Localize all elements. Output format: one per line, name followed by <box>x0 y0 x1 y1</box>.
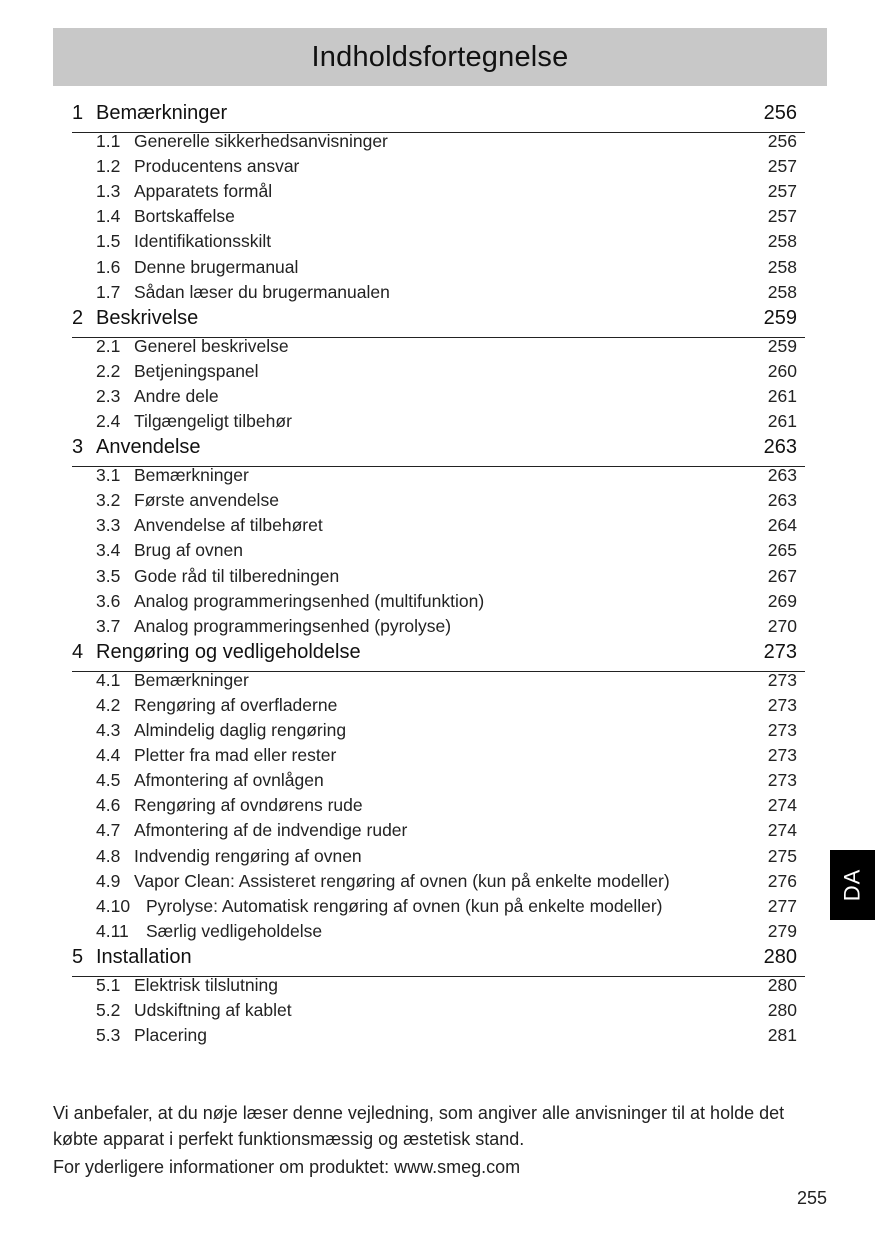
toc-entry-page: 280 <box>767 974 797 995</box>
toc-entry-num: 1.4 <box>96 206 121 227</box>
toc-section-heading <box>72 946 805 969</box>
toc-entry-page: 260 <box>767 360 797 381</box>
toc-entry-label: Rengøring af overfladerne <box>134 694 338 715</box>
toc-entry-num: 1.3 <box>96 181 121 202</box>
toc-entry-label: Rengøring af ovndørens rude <box>134 795 363 816</box>
toc-entry-label: Andre dele <box>134 385 219 406</box>
toc-entry <box>96 1000 797 1021</box>
toc-entry-page: 261 <box>767 385 797 406</box>
toc-section-num: 2 <box>72 306 84 329</box>
toc-entry-page: 274 <box>767 820 797 841</box>
toc-entry-label: Vapor Clean: Assisteret rengøring af ovnen (kun på enkelte modeller) <box>134 870 670 891</box>
toc-entry-page: 258 <box>767 256 797 277</box>
toc-entry-label: Indvendig rengøring af ovnen <box>134 845 362 866</box>
toc-entry-label: Placering <box>134 1025 207 1046</box>
toc-entry-page: 257 <box>767 181 797 202</box>
toc-entry <box>96 206 797 227</box>
footer-note: Vi anbefaler, at du nøje læser denne vejledning, som angiver alle anvisninger til at holde det købte apparat i perfekt funktionsmæssig og æstetisk stand. <box>53 1103 785 1149</box>
toc-entry <box>96 975 797 996</box>
toc-entry <box>96 540 797 561</box>
toc-entry-num: 1.6 <box>96 256 121 277</box>
toc-section-num: 4 <box>72 640 84 663</box>
page-number: 255 <box>796 1188 827 1208</box>
toc-entry-label: Bemærkninger <box>134 465 249 486</box>
toc-entry <box>96 257 797 278</box>
toc-entry-page: 273 <box>767 745 797 766</box>
toc-section-label: Installation <box>96 945 192 968</box>
toc-entry-num: 5.3 <box>96 1025 121 1046</box>
language-tab <box>830 850 875 920</box>
toc-entry-page: 280 <box>767 1000 797 1020</box>
toc-entry-page: 273 <box>767 720 797 740</box>
toc-entry-page: 274 <box>767 795 797 816</box>
toc-entry-label: Bemærkninger <box>134 669 249 690</box>
toc-entry-num: 2.2 <box>96 360 121 381</box>
toc-entry-label: Analog programmeringsenhed (multifunktion) <box>134 590 485 611</box>
toc-entry-num: 2.4 <box>96 411 121 431</box>
toc-entry-num: 4.1 <box>96 669 121 690</box>
toc-entry-page: 281 <box>767 1025 797 1046</box>
toc-entry <box>96 336 797 357</box>
toc-entry-num: 5.1 <box>96 974 121 995</box>
toc-entry <box>96 1025 797 1046</box>
toc-entry <box>96 695 797 716</box>
toc-section-label: Anvendelse <box>96 436 201 459</box>
toc-entry <box>96 921 797 942</box>
toc-entry-page: 277 <box>767 895 797 916</box>
toc-entry-page: 265 <box>767 540 797 561</box>
toc-entry-page: 264 <box>767 515 797 536</box>
toc-entry-page: 257 <box>767 156 797 177</box>
toc-entry <box>96 490 797 511</box>
toc-entry-num: 4.3 <box>96 720 121 740</box>
toc-entry-label: Almindelig daglig rengøring <box>134 720 347 740</box>
toc-entry-label: Tilgængeligt tilbehør <box>134 411 292 431</box>
toc-entry-label: Pletter fra mad eller rester <box>134 745 337 766</box>
toc-entry-page: 273 <box>767 669 797 690</box>
toc-entry-label: Denne brugermanual <box>134 256 299 277</box>
toc-section-heading <box>72 102 805 125</box>
toc-entry-num: 2.1 <box>96 335 121 356</box>
toc-entry-label: Brug af ovnen <box>134 540 243 561</box>
toc-section-heading <box>72 436 805 459</box>
toc-entry <box>96 361 797 382</box>
toc-section-page: 273 <box>763 640 797 663</box>
toc-entry-label: Gode råd til tilberedningen <box>134 565 340 586</box>
toc-entry-num: 4.6 <box>96 795 121 816</box>
toc-entry <box>96 745 797 766</box>
toc-entry-num: 3.5 <box>96 565 121 586</box>
toc-entry-page: 275 <box>767 845 797 866</box>
toc-section-num: 5 <box>72 945 84 968</box>
toc-section-heading <box>72 307 805 330</box>
language-tab-label: DA <box>839 868 865 902</box>
toc-section-label: Bemærkninger <box>96 102 228 124</box>
toc-entry <box>96 871 797 892</box>
toc-entry <box>96 770 797 791</box>
toc-entry-num: 3.7 <box>96 615 121 636</box>
toc-entry-num: 4.11 <box>96 920 129 941</box>
toc-entry-page: 261 <box>767 411 797 431</box>
toc-entry-label: Særlig vedligeholdelse <box>146 920 323 941</box>
toc-entry-label: Anvendelse af tilbehøret <box>134 515 323 536</box>
toc-entry-label: Afmontering af de indvendige ruder <box>134 820 408 841</box>
toc-entry-label: Generel beskrivelse <box>134 335 289 356</box>
toc-entry-page: 256 <box>767 131 797 151</box>
toc-entry-num: 3.2 <box>96 490 121 511</box>
toc-entry <box>96 282 797 303</box>
toc-entry-num: 1.7 <box>96 281 121 302</box>
toc-entry <box>96 846 797 867</box>
toc-entry-num: 4.5 <box>96 770 121 791</box>
toc-entry-label: Afmontering af ovnlågen <box>134 770 324 791</box>
toc-entry-num: 4.9 <box>96 870 121 891</box>
toc-entry <box>96 411 797 432</box>
toc-entry <box>96 156 797 177</box>
toc-entry-page: 273 <box>767 694 797 715</box>
toc-entry-num: 4.4 <box>96 745 121 766</box>
toc-entry-label: Generelle sikkerhedsanvisninger <box>134 131 388 151</box>
toc-entry-num: 4.2 <box>96 694 121 715</box>
toc-entry-label: Elektrisk tilslutning <box>134 974 278 995</box>
toc-entry-label: Betjeningspanel <box>134 360 259 381</box>
toc-entry-page: 257 <box>767 206 797 227</box>
toc-entry <box>96 795 797 816</box>
toc-entry-num: 4.7 <box>96 820 121 841</box>
toc-entry <box>96 465 797 486</box>
toc-entry <box>96 670 797 691</box>
toc-section-num: 1 <box>72 102 84 124</box>
page-title: Indholdsfortegnelse <box>311 40 569 73</box>
toc-section-page: 263 <box>763 436 797 459</box>
toc-section-heading <box>72 641 805 664</box>
toc-entry-page: 259 <box>767 335 797 356</box>
toc-entry-num: 4.8 <box>96 845 121 866</box>
toc-entry-num: 3.1 <box>96 465 121 486</box>
toc-entry-label: Pyrolyse: Automatisk rengøring af ovnen (kun på enkelte modeller) <box>146 895 663 916</box>
toc-section-page: 280 <box>763 945 797 968</box>
toc-section-page: 259 <box>763 306 797 329</box>
toc-entry-num: 1.2 <box>96 156 121 177</box>
toc-section-label: Rengøring og vedligeholdelse <box>96 640 361 663</box>
toc-entry-num: 3.3 <box>96 515 121 536</box>
toc-entry-label: Identifikationsskilt <box>134 231 272 252</box>
toc-entry <box>96 566 797 587</box>
toc-entry <box>96 231 797 252</box>
toc-entry-label: Sådan læser du brugermanualen <box>134 281 390 302</box>
toc-entry-label: Analog programmeringsenhed (pyrolyse) <box>134 615 452 636</box>
toc-entry-num: 4.10 <box>96 895 131 916</box>
toc-entry <box>96 591 797 612</box>
toc-entry-page: 258 <box>767 281 797 302</box>
toc-section-page: 256 <box>763 102 797 124</box>
toc-entry-num: 5.2 <box>96 1000 121 1020</box>
toc-entry <box>96 820 797 841</box>
toc-entry-label: Producentens ansvar <box>134 156 300 177</box>
toc-section-label: Beskrivelse <box>96 306 199 329</box>
toc-entry-page: 279 <box>767 920 797 941</box>
toc-entry-page: 263 <box>767 490 797 511</box>
toc-entry-page: 267 <box>767 565 797 586</box>
toc-entry <box>96 386 797 407</box>
toc-entry <box>96 181 797 202</box>
toc-entry-label: Første anvendelse <box>134 490 279 511</box>
toc-entry-page: 270 <box>767 615 797 636</box>
toc-entry-page: 276 <box>767 870 797 891</box>
toc-entry <box>96 896 797 917</box>
toc-entry-num: 2.3 <box>96 385 121 406</box>
toc-entry-page: 273 <box>767 770 797 791</box>
toc-entry <box>96 131 797 152</box>
toc-entry-num: 1.5 <box>96 231 121 252</box>
toc-entry-page: 269 <box>767 590 797 611</box>
toc-section-num: 3 <box>72 436 84 459</box>
toc-entry-label: Bortskaffelse <box>134 206 235 227</box>
toc-entry-num: 1.1 <box>96 131 121 151</box>
toc-entry <box>96 616 797 637</box>
toc-entry-page: 263 <box>767 465 797 486</box>
toc-entry <box>96 720 797 741</box>
toc-entry-num: 3.6 <box>96 590 121 611</box>
toc-entry-label: Apparatets formål <box>134 181 273 202</box>
toc-entry-label: Udskiftning af kablet <box>134 1000 292 1020</box>
toc-entry-page: 258 <box>767 231 797 252</box>
footer-info: For yderligere informationer om produktet: www.smeg.com <box>53 1157 521 1177</box>
toc-entry-num: 3.4 <box>96 540 121 561</box>
toc-entry <box>96 515 797 536</box>
